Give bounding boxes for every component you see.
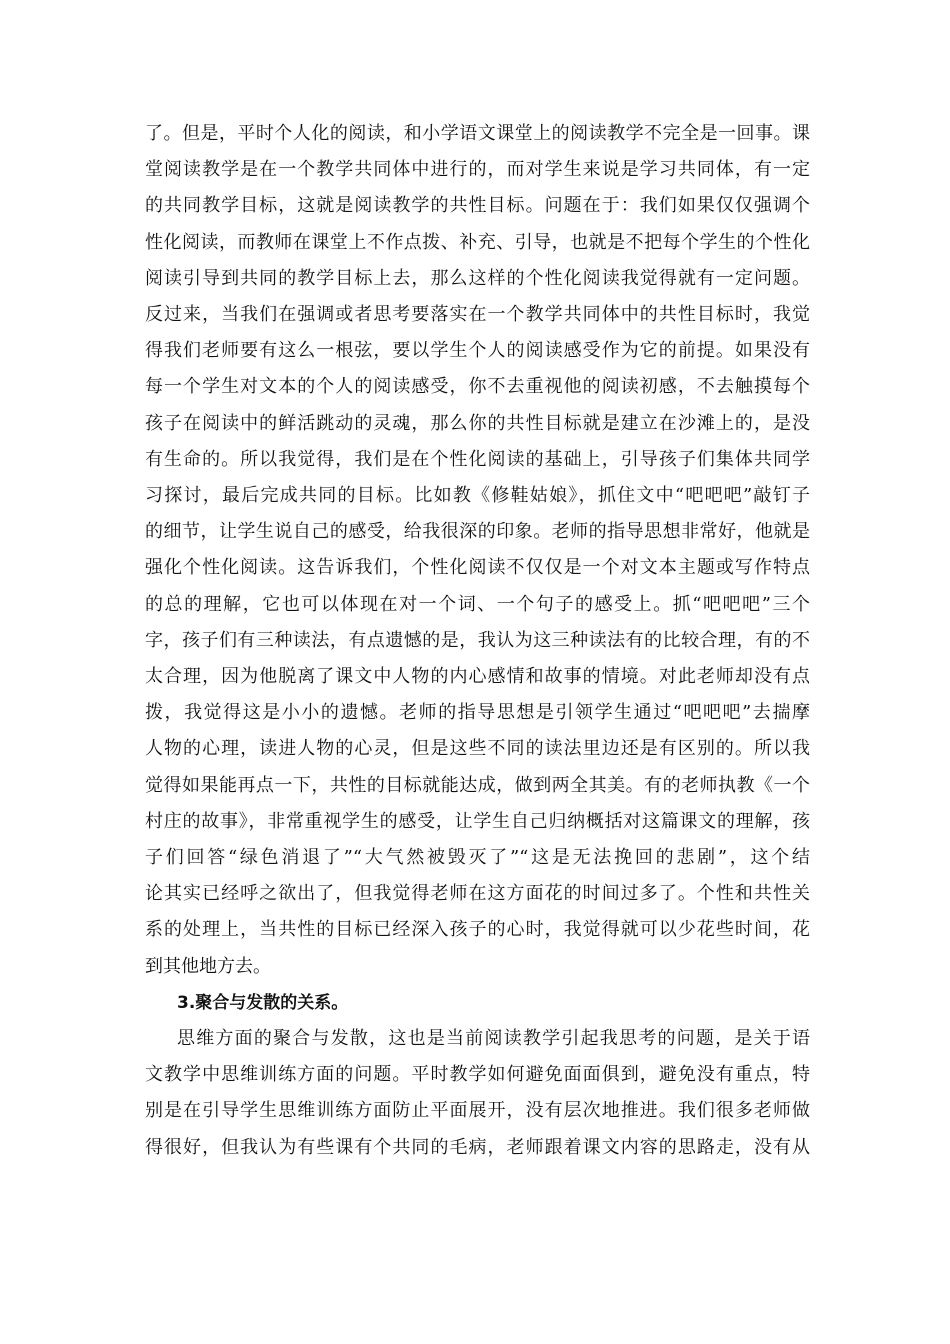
text-line: 习探讨，最后完成共同的目标。比如教《修鞋姑娘》，抓住文中“吧吧吧”敲钉子 (145, 485, 810, 506)
text-line: 堂阅读教学是在一个教学共同体中进行的，而对学生来说是学习共同体，有一定 (145, 159, 810, 181)
text-line: 论其实已经呼之欲出了，但我觉得老师在这方面花的时间过多了。个性和共性关 (145, 883, 810, 905)
text-line: 的总的理解，它也可以体现在对一个词、一个句子的感受上。抓“吧吧吧”三个 (145, 593, 810, 615)
text-line: 孩子在阅读中的鲜活跳动的灵魂，那么你的共性目标就是建立在沙滩上的，是没 (145, 412, 810, 434)
text-line: 强化个性化阅读。这告诉我们，个性化阅读不仅仅是一个对文本主题或写作特点 (145, 557, 810, 579)
text-line: 子们回答“绿色消退了”“大气然被毁灭了”“这是无法挽回的悲剧”，这个结 (145, 847, 810, 868)
text-line: 拨，我觉得这是小小的遗憾。老师的指导思想是引领学生通过“吧吧吧”去揣摩 (145, 702, 810, 724)
text-line: 得我们老师要有这么一根弦，要以学生个人的阅读感受作为它的前提。如果没有 (145, 340, 810, 362)
section-heading-convergence-divergence: 3.聚合与发散的关系。 (177, 992, 349, 1013)
text-line: 觉得如果能再点一下，共性的目标就能达成，做到两全其美。有的老师执教《一个 (145, 774, 810, 796)
text-line: 到其他地方去。 (145, 955, 271, 977)
text-line: 阅读引导到共同的教学目标上去，那么这样的个性化阅读我觉得就有一定问题。 (145, 267, 810, 289)
text-line: 反过来，当我们在强调或者思考要落实在一个教学共同体中的共性目标时，我觉 (145, 304, 810, 325)
text-line: 字，孩子们有三种读法，有点遗憾的是，我认为这三种读法有的比较合理，有的不 (145, 629, 810, 651)
text-line: 文教学中思维训练方面的问题。平时教学如何避免面面俱到，避免没有重点，特 (145, 1064, 810, 1086)
text-line: 太合理，因为他脱离了课文中人物的内心感情和故事的情境。对此老师却没有点 (145, 666, 810, 687)
text-line: 系的处理上，当共性的目标已经深入孩子的心时，我觉得就可以少花些时间，花 (145, 919, 810, 941)
text-line: 的共同教学目标，这就是阅读教学的共性目标。问题在于：我们如果仅仅强调个 (145, 195, 810, 217)
text-line: 性化阅读，而教师在课堂上不作点拨、补充、引导，也就是不把每个学生的个性化 (145, 231, 810, 253)
text-line: 有生命的。所以我觉得，我们是在个性化阅读的基础上，引导孩子们集体共同学 (145, 448, 810, 470)
text-line: 的细节，让学生说自己的感受，给我很深的印象。老师的指导思想非常好，他就是 (145, 521, 810, 543)
text-line: 思维方面的聚合与发散，这也是当前阅读教学引起我思考的问题，是关于语 (177, 1028, 810, 1049)
text-line: 别是在引导学生思维训练方面防止平面展开，没有层次地推进。我们很多老师做 (145, 1100, 810, 1122)
text-line: 人物的心理，读进人物的心灵，但是这些不同的读法里边还是有区别的。所以我 (145, 738, 810, 760)
text-line: 村庄的故事》，非常重视学生的感受，让学生自己归纳概括对这篇课文的理解，孩 (145, 810, 810, 832)
text-line: 得很好，但我认为有些课有个共同的毛病，老师跟着课文内容的思路走，没有从 (145, 1136, 810, 1158)
text-line: 每一个学生对文本的个人的阅读感受，你不去重视他的阅读初感，不去触摸每个 (145, 376, 810, 398)
text-line: 了。但是，平时个人化的阅读，和小学语文课堂上的阅读教学不完全是一回事。课 (145, 123, 810, 144)
